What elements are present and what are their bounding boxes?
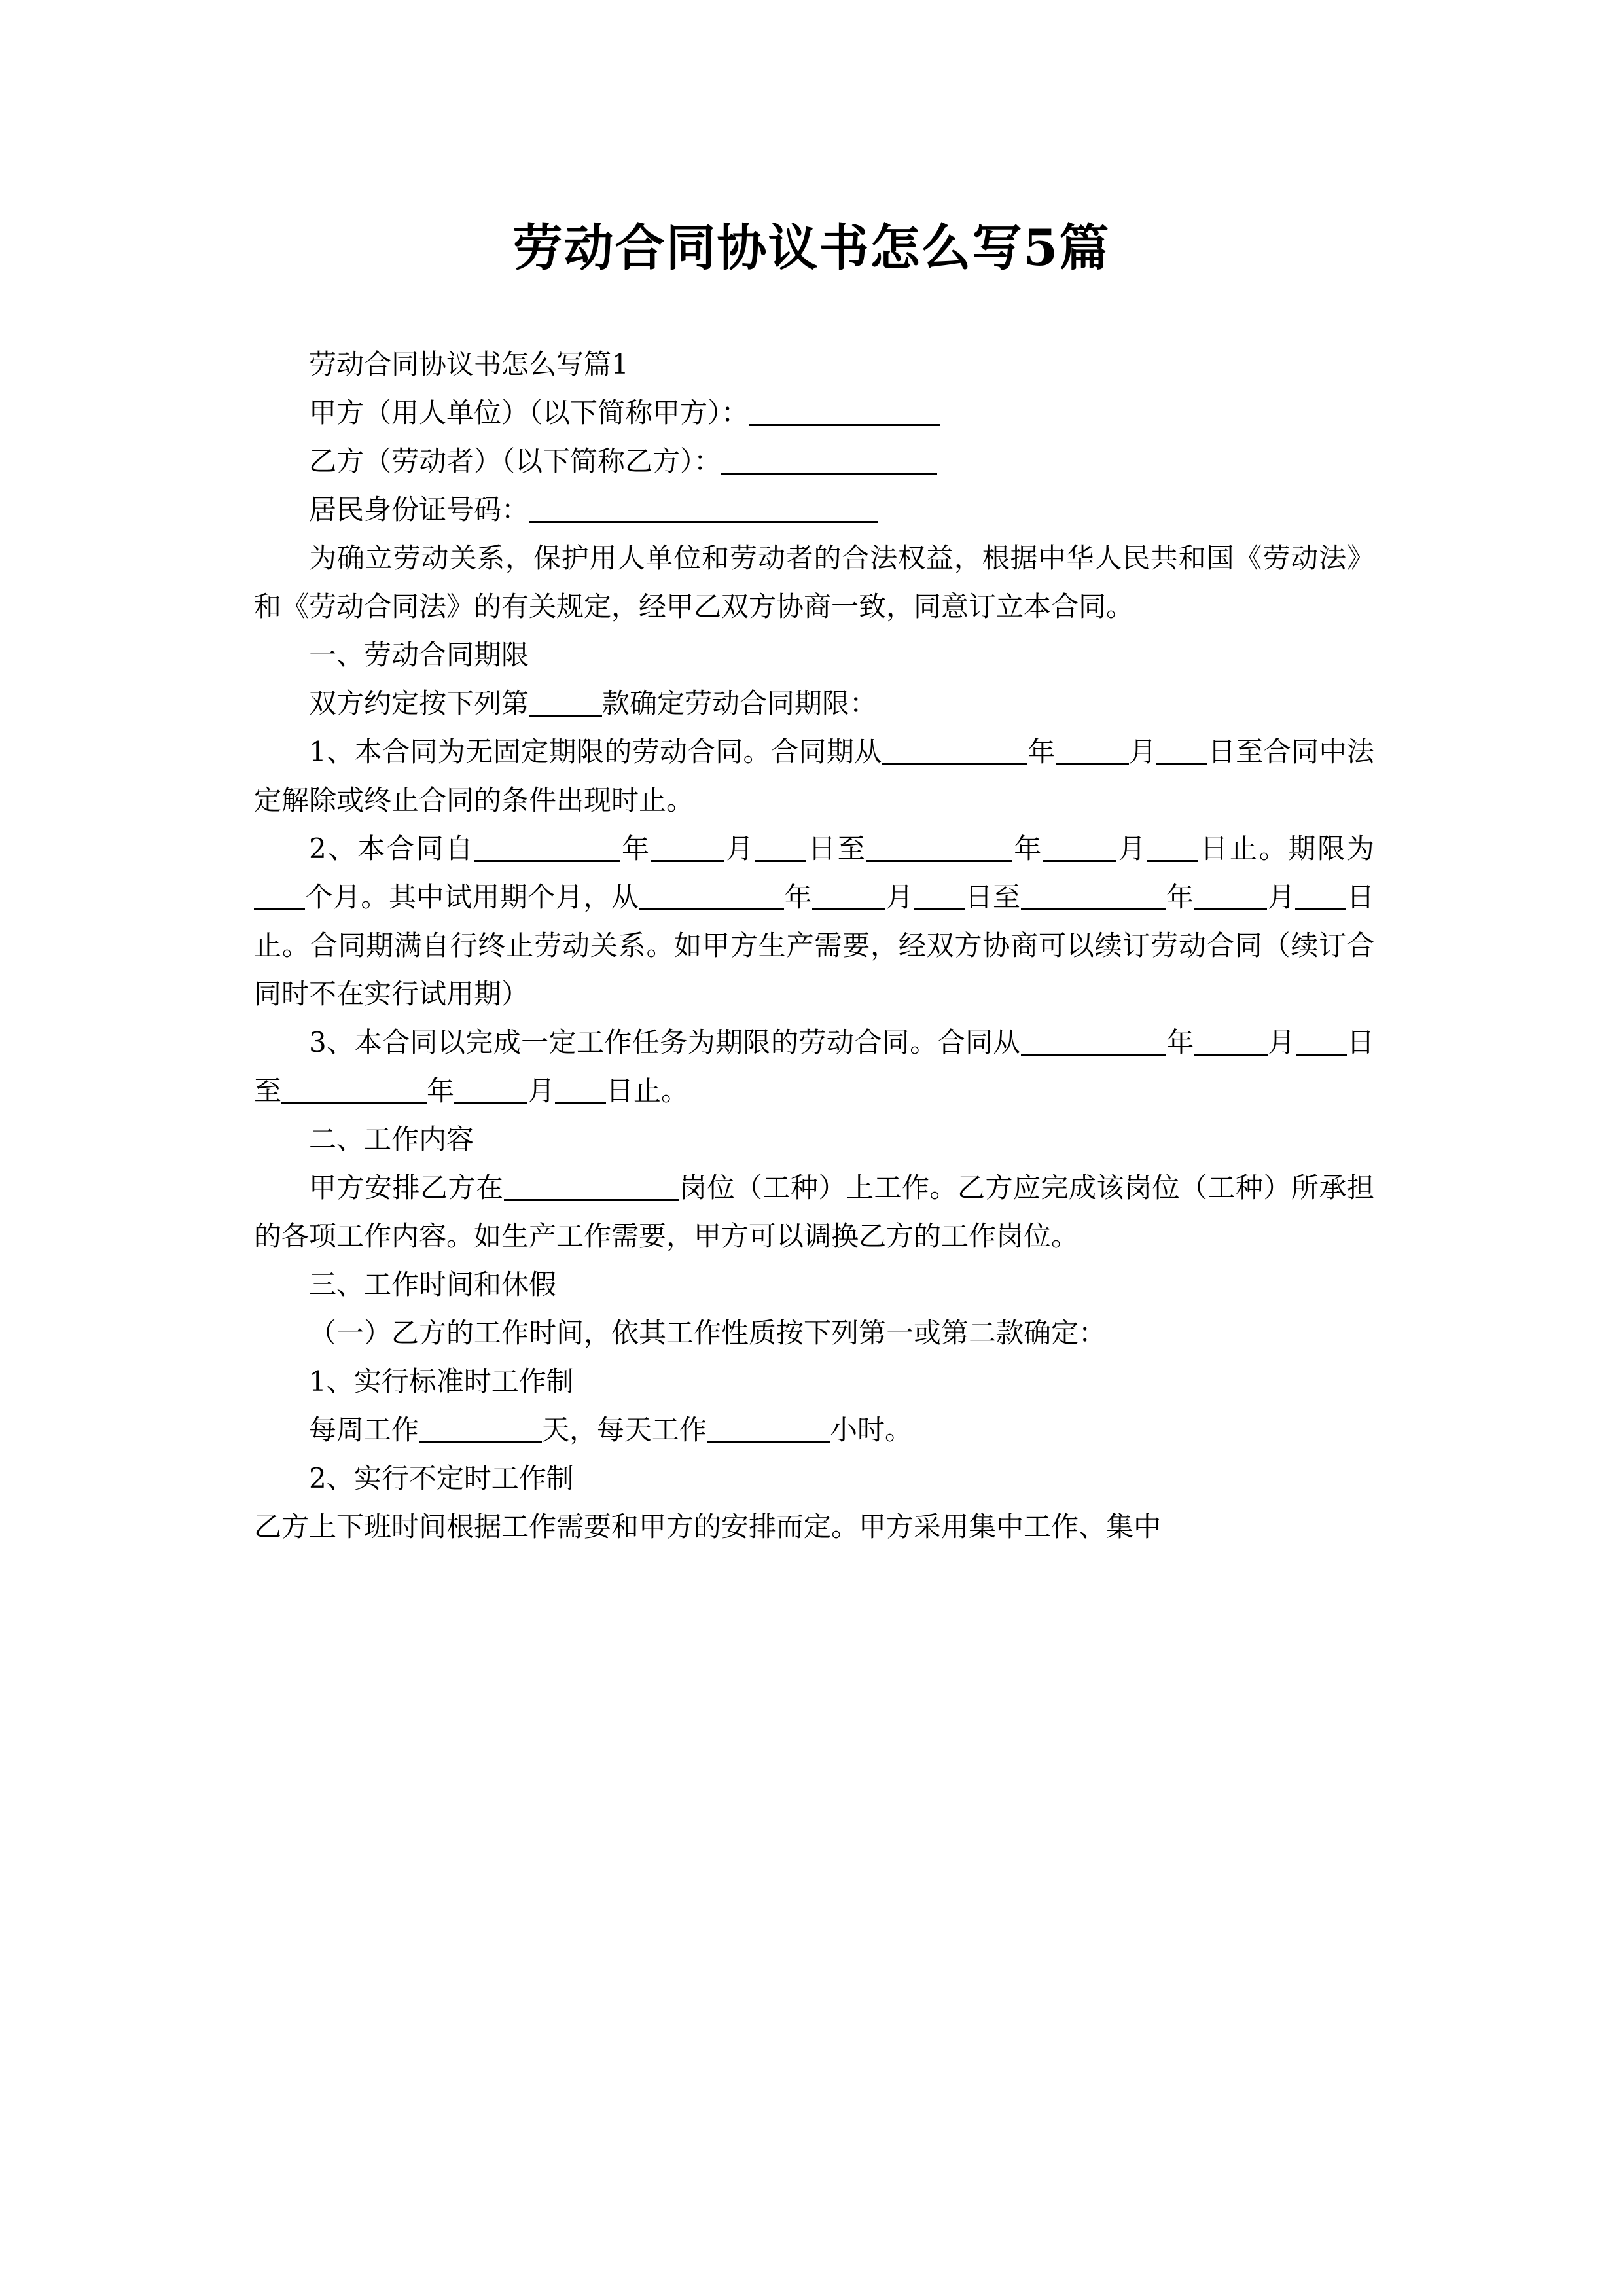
id-number-label: 居民身份证号码：	[309, 493, 529, 526]
item2-month3-blank[interactable]	[812, 880, 885, 910]
item1-prefix: 1、本合同为无固定期限的劳动合同。合同期从	[309, 736, 882, 768]
term-intro-prefix: 双方约定按下列第	[309, 687, 529, 719]
paragraph-hours-intro	[254, 1309, 1374, 1357]
paragraph-hours-item-1	[254, 1357, 1374, 1406]
item2-prefix: 2、本合同自	[309, 833, 475, 865]
item3-year2-label: 年	[427, 1075, 455, 1107]
subheading-text: 劳动合同协议书怎么写篇1	[309, 348, 629, 380]
item2-month4-blank[interactable]	[1194, 880, 1267, 910]
item3-month2-blank[interactable]	[454, 1073, 527, 1104]
paragraph-subheading	[254, 340, 1374, 389]
item3-prefix: 3、本合同以完成一定工作任务为期限的劳动合同。合同从	[309, 1026, 1021, 1058]
section-one-title: 一、劳动合同期限	[309, 639, 529, 671]
party-a-label: 甲方（用人单位）（以下简称甲方）：	[309, 397, 749, 429]
weekly-days-blank[interactable]	[419, 1412, 542, 1443]
weekly-days-label: 每周工作	[309, 1414, 419, 1446]
term-intro-suffix: 款确定劳动合同期限：	[602, 687, 878, 719]
item1-day-blank[interactable]	[1156, 734, 1207, 765]
item3-day2-blank[interactable]	[555, 1073, 606, 1104]
heading-section-one	[254, 631, 1374, 679]
item2-day3-blank[interactable]	[914, 880, 965, 910]
id-number-blank[interactable]	[529, 492, 878, 523]
hours-intro-text: （一）乙方的工作时间，依其工作性质按下列第一或第二款确定：	[309, 1317, 1107, 1349]
item2-month2-label: 月	[1116, 833, 1148, 865]
item3-tail: 日止。	[606, 1075, 689, 1107]
work-content-suffix: 岗位（工种）上工作。乙方应完成该岗位（工种）所承担的各项工作内容。如生产工作需要，甲方可以调换乙方的工作岗位。	[254, 1172, 1374, 1252]
section-two-title: 二、工作内容	[309, 1123, 474, 1155]
item3-year1-blank[interactable]	[1021, 1025, 1166, 1056]
item2-year3-label: 年	[784, 881, 813, 913]
paragraph-term-item-3	[254, 1018, 1374, 1115]
item2-tail: 日止。合同期满自行终止劳动关系。如甲方生产需要，经双方协商可以续订劳动合同（续订合同时不在实行试用期）	[254, 881, 1374, 1010]
daily-hours-blank[interactable]	[707, 1412, 830, 1443]
work-post-blank[interactable]	[504, 1170, 679, 1201]
party-b-label: 乙方（劳动者）（以下简称乙方）：	[309, 445, 722, 477]
document-body	[254, 340, 1374, 1551]
item2-year1-blank[interactable]	[474, 831, 620, 862]
paragraph-hours-item-2	[254, 1454, 1374, 1503]
item2-months-label: 个月。其中试用期个月，从	[305, 881, 639, 913]
paragraph-term-intro	[254, 679, 1374, 728]
daily-hours-label: 天，每天工作	[542, 1414, 707, 1446]
paragraph-preamble	[254, 534, 1374, 631]
term-clause-blank[interactable]	[529, 686, 602, 717]
item1-month-blank[interactable]	[1056, 734, 1129, 765]
item3-year2-blank[interactable]	[281, 1073, 427, 1104]
item2-day2-label: 日止。期限为	[1198, 833, 1374, 865]
item1-month-label: 月	[1128, 736, 1157, 768]
item1-suffix: 日至合同中法定解除或终止合同的条件出现时止。	[254, 736, 1374, 816]
item3-month1-blank[interactable]	[1194, 1025, 1268, 1056]
paragraph-party-b	[254, 437, 1374, 486]
paragraph-term-item-2	[254, 825, 1374, 1018]
item2-day3-label: 日至	[965, 881, 1021, 913]
page-title: 劳动合同协议书怎么写5篇	[512, 218, 1111, 277]
item3-day1-label: 日至	[254, 1026, 1374, 1107]
item1-year-blank[interactable]	[882, 734, 1027, 765]
item2-day1-blank[interactable]	[755, 831, 806, 862]
party-a-blank[interactable]	[749, 395, 940, 426]
section-three-title: 三、工作时间和休假	[309, 1268, 557, 1300]
paragraph-hours-item-2-body	[254, 1503, 1374, 1551]
item2-year4-blank[interactable]	[1021, 880, 1166, 910]
hours-unit-label: 小时。	[830, 1414, 913, 1446]
item2-months-blank[interactable]	[254, 880, 305, 910]
item3-month2-label: 月	[527, 1075, 556, 1107]
heading-section-three	[254, 1261, 1374, 1309]
hours-item2-text: 2、实行不定时工作制	[309, 1462, 574, 1494]
item2-day2-blank[interactable]	[1147, 831, 1198, 862]
hours-item1-text: 1、实行标准时工作制	[309, 1365, 574, 1397]
paragraph-weekly-hours	[254, 1406, 1374, 1454]
paragraph-id-number	[254, 486, 1374, 534]
party-b-blank[interactable]	[721, 444, 937, 475]
item2-day4-blank[interactable]	[1295, 880, 1346, 910]
item2-month3-label: 月	[885, 881, 914, 913]
item2-month2-blank[interactable]	[1043, 831, 1116, 862]
paragraph-party-a	[254, 389, 1374, 437]
item2-month1-label: 月	[724, 833, 756, 865]
item3-month1-label: 月	[1267, 1026, 1296, 1058]
item2-year2-label: 年	[1012, 833, 1043, 865]
work-content-prefix: 甲方安排乙方在	[309, 1172, 504, 1204]
item3-year1-label: 年	[1166, 1026, 1194, 1058]
item2-day1-label: 日至	[806, 833, 867, 865]
paragraph-term-item-1	[254, 728, 1374, 825]
preamble-text: 为确立劳动关系，保护用人单位和劳动者的合法权益，根据中华人民共和国《劳动法》和《劳动合同法》的有关规定，经甲乙双方协商一致，同意订立本合同。	[254, 542, 1374, 622]
item2-month1-blank[interactable]	[651, 831, 724, 862]
item2-year1-label: 年	[620, 833, 651, 865]
item2-year2-blank[interactable]	[866, 831, 1012, 862]
heading-section-two	[254, 1115, 1374, 1164]
item2-month4-label: 月	[1267, 881, 1296, 913]
item2-year4-label: 年	[1166, 881, 1194, 913]
item3-day1-blank[interactable]	[1296, 1025, 1347, 1056]
item2-year3-blank[interactable]	[639, 880, 784, 910]
item1-year-label: 年	[1027, 736, 1056, 768]
hours-item2-body-text: 乙方上下班时间根据工作需要和甲方的安排而定。甲方采用集中工作、集中	[254, 1511, 1162, 1543]
paragraph-work-content	[254, 1164, 1374, 1261]
